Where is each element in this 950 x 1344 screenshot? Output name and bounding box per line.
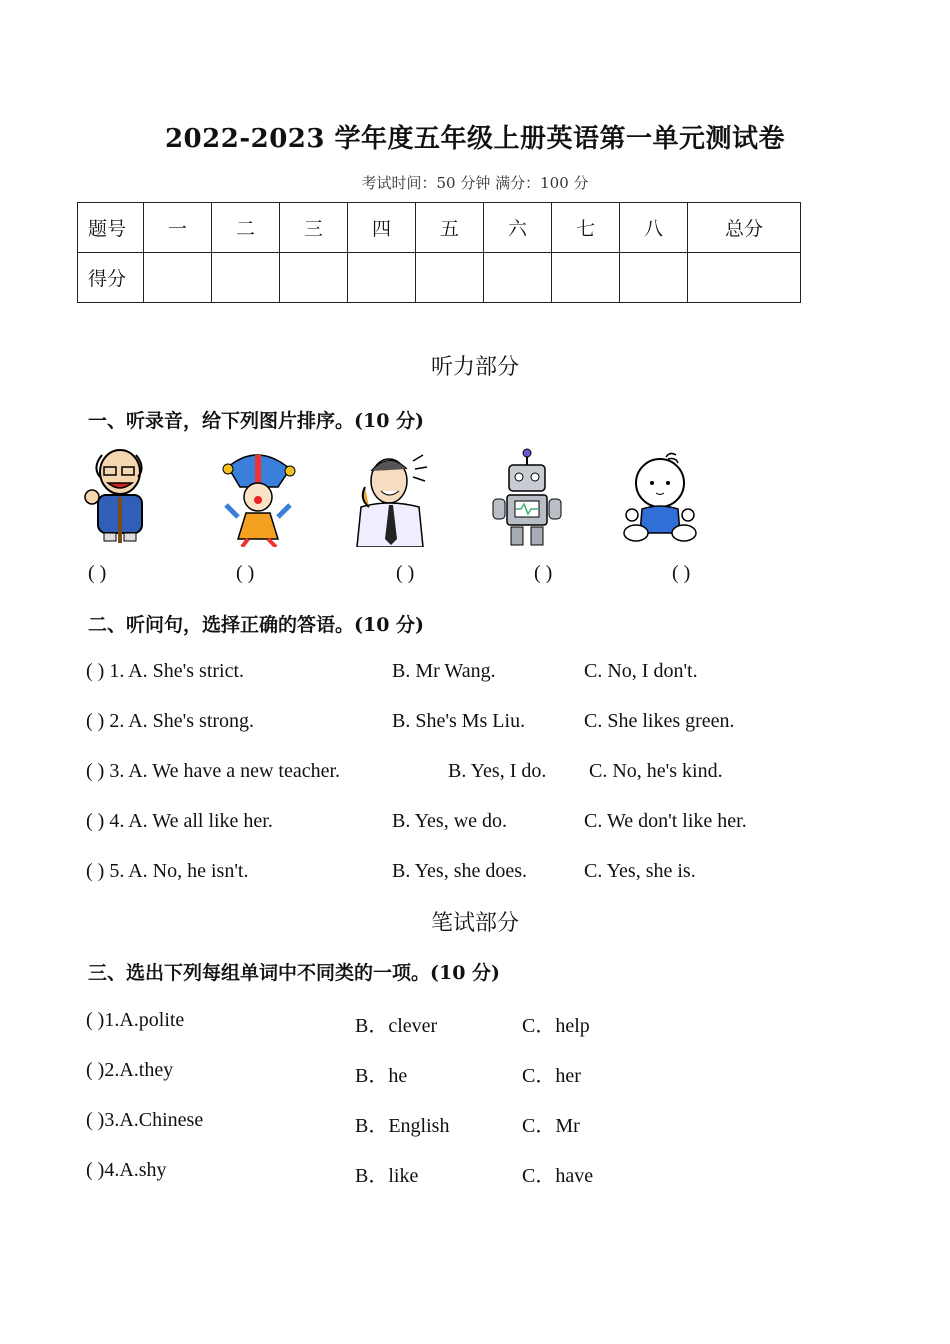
score-input-cell[interactable] bbox=[484, 253, 552, 303]
score-input-cell[interactable] bbox=[552, 253, 620, 303]
question-option-b: B. Yes, we do. bbox=[392, 810, 508, 832]
question-option-c: C．Mr bbox=[522, 1115, 580, 1137]
score-table bbox=[77, 202, 801, 303]
score-table-cell: 三 bbox=[280, 203, 348, 253]
score-input-cell[interactable] bbox=[144, 253, 212, 303]
part3-heading: 三、选出下列每组单词中不同类的一项。(10 分) bbox=[88, 962, 501, 984]
score-table-cell: 八 bbox=[620, 203, 688, 253]
question-option-b: B．he bbox=[355, 1065, 408, 1087]
part1-heading: 一、听录音，给下列图片排序。(10 分) bbox=[88, 410, 425, 432]
question-option-c: C．help bbox=[522, 1015, 590, 1037]
exam-info: 考试时间：50 分钟 满分：100 分 bbox=[361, 174, 589, 192]
score-input-cell[interactable] bbox=[348, 253, 416, 303]
question-option-b: B. Yes, I do. bbox=[448, 760, 547, 782]
question-option-c: C. Yes, she is. bbox=[584, 860, 696, 882]
answer-blank[interactable]: ( ) bbox=[236, 562, 255, 584]
answer-blank[interactable]: ( ) bbox=[88, 562, 107, 584]
answer-blank[interactable]: ( ) bbox=[672, 562, 691, 584]
question-option-a[interactable]: ( ) 5. A. No, he isn't. bbox=[86, 860, 249, 882]
man-on-phone-icon bbox=[353, 447, 433, 547]
score-table-cell: 一 bbox=[144, 203, 212, 253]
score-table-cell: 六 bbox=[484, 203, 552, 253]
score-input-cell[interactable] bbox=[688, 253, 801, 303]
question-option-b: B．clever bbox=[355, 1015, 438, 1037]
question-option-b: B．English bbox=[355, 1115, 450, 1137]
robot-icon bbox=[487, 447, 567, 547]
question-option-b: B. Mr Wang. bbox=[392, 660, 496, 682]
question-option-a[interactable]: ( )4.A.shy bbox=[86, 1159, 167, 1181]
score-table-cell: 五 bbox=[416, 203, 484, 253]
answer-blank[interactable]: ( ) bbox=[534, 562, 553, 584]
writing-section-title: 笔试部分 bbox=[430, 911, 519, 936]
question-option-a[interactable]: ( ) 3. A. We have a new teacher. bbox=[86, 760, 341, 782]
question-option-b: B. She's Ms Liu. bbox=[392, 710, 526, 732]
score-input-cell[interactable] bbox=[280, 253, 348, 303]
score-table-cell: 题号 bbox=[78, 203, 144, 253]
question-option-a[interactable]: ( )3.A.Chinese bbox=[86, 1109, 204, 1131]
score-table-cell: 七 bbox=[552, 203, 620, 253]
question-option-c: C．have bbox=[522, 1165, 594, 1187]
question-option-b: B. Yes, she does. bbox=[392, 860, 528, 882]
question-option-c: C．her bbox=[522, 1065, 581, 1087]
score-table-cell: 二 bbox=[212, 203, 280, 253]
score-table-cell: 四 bbox=[348, 203, 416, 253]
score-table-cell: 总分 bbox=[688, 203, 801, 253]
question-option-a[interactable]: ( ) 1. A. She's strict. bbox=[86, 660, 245, 682]
clown-icon bbox=[218, 447, 298, 547]
question-option-a[interactable]: ( ) 2. A. She's strong. bbox=[86, 710, 255, 732]
question-option-a[interactable]: ( ) 4. A. We all like her. bbox=[86, 810, 273, 832]
question-option-b: B．like bbox=[355, 1165, 419, 1187]
question-option-c: C. No, he's kind. bbox=[589, 760, 723, 782]
page-title: 2022-2023 学年度五年级上册英语第一单元测试卷 bbox=[164, 124, 786, 154]
question-option-a[interactable]: ( )1.A.polite bbox=[86, 1009, 185, 1031]
baby-icon bbox=[620, 447, 700, 547]
question-option-c: C. No, I don't. bbox=[584, 660, 698, 682]
score-input-cell[interactable] bbox=[620, 253, 688, 303]
score-input-cell[interactable] bbox=[416, 253, 484, 303]
score-table-header-row bbox=[78, 203, 801, 253]
question-option-a[interactable]: ( )2.A.they bbox=[86, 1059, 174, 1081]
score-table-score-row bbox=[78, 253, 801, 303]
old-man-icon bbox=[80, 447, 160, 547]
part2-heading: 二、听问句，选择正确的答语。(10 分) bbox=[88, 614, 425, 636]
score-input-cell[interactable] bbox=[212, 253, 280, 303]
listening-section-title: 听力部分 bbox=[430, 355, 519, 380]
score-row-label: 得分 bbox=[78, 253, 144, 303]
answer-blank[interactable]: ( ) bbox=[396, 562, 415, 584]
question-option-c: C. We don't like her. bbox=[584, 810, 747, 832]
question-option-c: C. She likes green. bbox=[584, 710, 735, 732]
